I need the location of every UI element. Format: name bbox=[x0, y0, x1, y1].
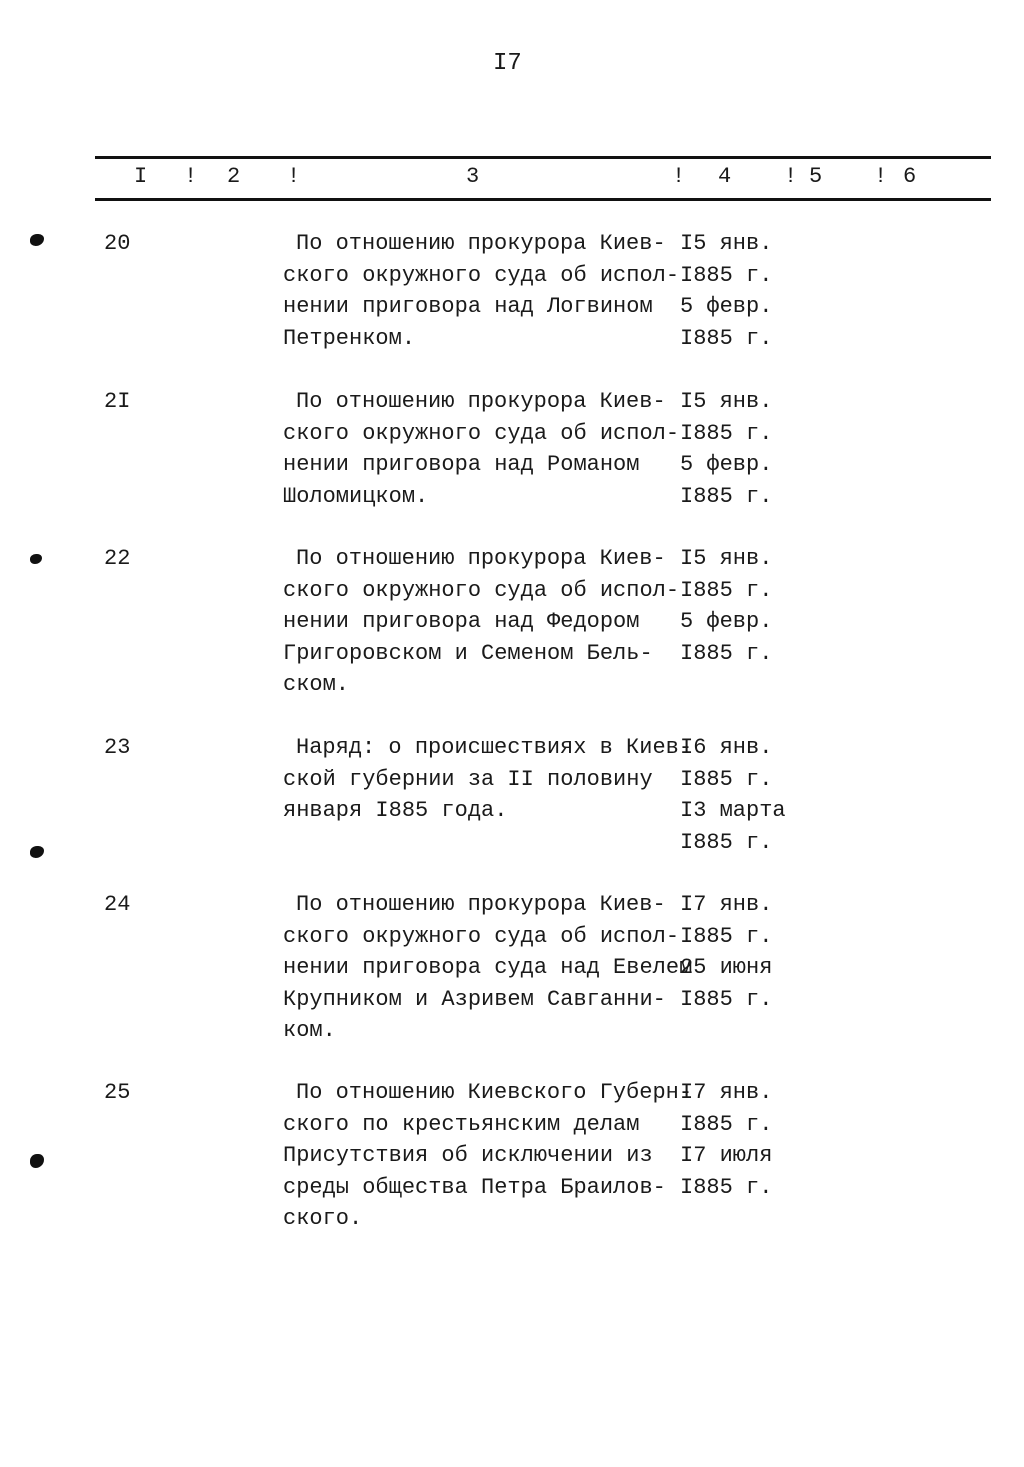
entry-description-line: января I885 года. bbox=[283, 798, 508, 823]
entry-number: 22 bbox=[104, 546, 131, 571]
entry-description-line: нении приговора суда над Евелем bbox=[283, 955, 693, 980]
entry-number: 23 bbox=[104, 735, 131, 760]
entry-date-line: I885 г. bbox=[680, 1174, 773, 1200]
entry-date-line: I885 г. bbox=[680, 829, 773, 855]
entry-date-line: I5 янв. bbox=[680, 389, 773, 414]
entry-date-line: I885 г. bbox=[680, 483, 773, 509]
entry-description-line: нении приговора над Логвином bbox=[283, 294, 653, 319]
column-header-6: 6 bbox=[903, 164, 917, 189]
header-top-rule bbox=[95, 156, 991, 159]
entry-number: 25 bbox=[104, 1080, 131, 1105]
entry-date-line: I885 г. bbox=[680, 1111, 773, 1137]
entry-description-line: ком. bbox=[283, 1018, 336, 1043]
entry-description-line: ского окружного суда об испол- bbox=[283, 923, 680, 949]
entry-description-line: ского. bbox=[283, 1206, 363, 1231]
entry-date-line: I6 янв. bbox=[680, 735, 773, 760]
entry-date-line: I885 г. bbox=[680, 420, 773, 446]
column-header-5: 5 bbox=[809, 164, 823, 189]
entry-description-line: Присутствия об исключении из bbox=[283, 1143, 653, 1168]
entry-description-line: нении приговора над Федором bbox=[283, 609, 640, 634]
entry-description-line: Григоровском и Семеном Бель- bbox=[283, 640, 653, 666]
entry-date-line: I3 марта bbox=[680, 798, 786, 823]
entry-description-line: нении приговора над Романом bbox=[283, 452, 640, 477]
entry-description-line: Наряд: о происшествиях в Киев- bbox=[296, 735, 693, 760]
entry-date-line: I885 г. bbox=[680, 262, 773, 288]
entry-number: 2I bbox=[104, 389, 131, 414]
entry-description-line: Петренком. bbox=[283, 325, 416, 351]
entry-date-line: I885 г. bbox=[680, 325, 773, 351]
entry-description-line: ской губернии за II половину bbox=[283, 766, 653, 792]
column-separator: ! bbox=[874, 164, 888, 189]
entry-date-line: I7 янв. bbox=[680, 1080, 773, 1105]
punch-hole-mark bbox=[30, 554, 42, 564]
entry-description-line: По отношению прокурора Киев- bbox=[296, 546, 666, 571]
column-header-4: 4 bbox=[718, 164, 732, 189]
entry-description-line: ского окружного суда об испол- bbox=[283, 262, 680, 288]
entry-description-line: По отношению прокурора Киев- bbox=[296, 892, 666, 917]
entry-number: 24 bbox=[104, 892, 131, 917]
entry-date-line: I7 июля bbox=[680, 1143, 773, 1168]
page-number: I7 bbox=[493, 50, 522, 77]
entry-date-line: I885 г. bbox=[680, 577, 773, 603]
entry-description-line: Крупником и Азривем Савганни- bbox=[283, 986, 666, 1012]
column-header-3: 3 bbox=[466, 164, 480, 189]
entry-date-line: 5 февр. bbox=[680, 452, 773, 477]
entry-date-line: I5 янв. bbox=[680, 231, 773, 256]
entry-date-line: I885 г. bbox=[680, 986, 773, 1012]
punch-hole-mark bbox=[30, 1154, 44, 1168]
punch-hole-mark bbox=[30, 846, 44, 858]
entry-date-line: 25 июня bbox=[680, 955, 773, 980]
punch-hole-mark bbox=[30, 234, 44, 246]
entry-description-line: среды общества Петра Браилов- bbox=[283, 1174, 666, 1200]
entry-date-line: I885 г. bbox=[680, 923, 773, 949]
column-separator: ! bbox=[287, 164, 301, 189]
column-header-1: I bbox=[134, 164, 148, 189]
entry-description-line: По отношению прокурора Киев- bbox=[296, 231, 666, 256]
entry-description-line: ского по крестьянским делам bbox=[283, 1111, 640, 1137]
entry-description-line: По отношению Киевского Губерн- bbox=[296, 1080, 693, 1105]
header-bottom-rule bbox=[95, 198, 991, 201]
column-separator: ! bbox=[184, 164, 198, 189]
entry-date-line: 5 февр. bbox=[680, 609, 773, 634]
entry-date-line: I885 г. bbox=[680, 766, 773, 792]
entry-date-line: 5 февр. bbox=[680, 294, 773, 319]
entry-description-line: ского окружного суда об испол- bbox=[283, 577, 680, 603]
entry-number: 20 bbox=[104, 231, 131, 256]
column-separator: ! bbox=[672, 164, 686, 189]
entry-description-line: По отношению прокурора Киев- bbox=[296, 389, 666, 414]
entry-description-line: Шоломицком. bbox=[283, 483, 429, 509]
entry-description-line: ского окружного суда об испол- bbox=[283, 420, 680, 446]
column-separator: ! bbox=[784, 164, 798, 189]
entry-description-line: ском. bbox=[283, 672, 350, 697]
entry-date-line: I7 янв. bbox=[680, 892, 773, 917]
column-header-2: 2 bbox=[227, 164, 241, 189]
entry-date-line: I5 янв. bbox=[680, 546, 773, 571]
entry-date-line: I885 г. bbox=[680, 640, 773, 666]
